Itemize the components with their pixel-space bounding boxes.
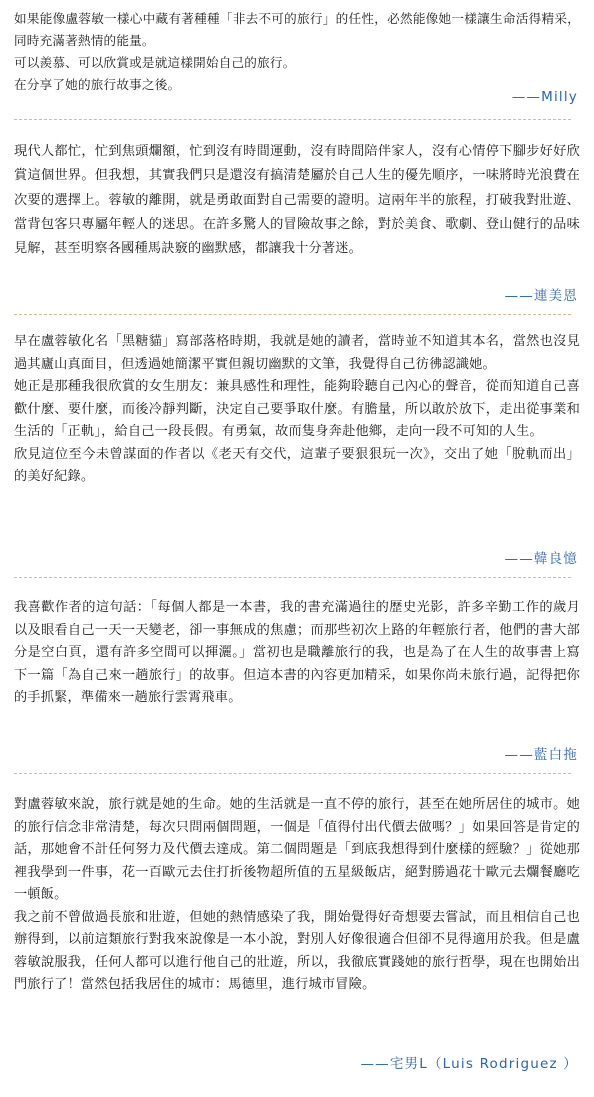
section-divider (14, 773, 571, 774)
paragraph: 欣見這位至今未曾謀面的作者以《老天有交代，這輩子要狠狠玩一次》，交出了她「脫軌而出」的美好紀錄。 (14, 446, 580, 484)
signature-lian-meien: ——連美恩 (504, 288, 578, 304)
signature-han-liangyi: ——韓良憶 (504, 551, 578, 567)
paragraph: 她正是那種我很欣賞的女生朋友：兼具感性和理性，能夠聆聽自己內心的聲音，從而知道自己喜歡什麼、要什麼，而後冷靜判斷，決定自己要爭取什麼。有膽量，所以敢於放下，走出從事業和生活的「正軌」，給自己一段長假。有勇氣，故而隻身奔赴他鄉，走向一段不可知的人生。 (14, 379, 580, 439)
endorsement-lian-meien (0, 140, 594, 261)
signature-milly: ——Milly (511, 89, 578, 105)
signature-lanbaituo: ——藍白拖 (504, 747, 578, 763)
paragraph: 可以羨慕、可以欣賞或是就這樣開始自己的旅行。 (14, 54, 296, 70)
paragraph: 現代人都忙，忙到焦頭爛額，忙到沒有時間運動，沒有時間陪伴家人，沒有心情停下腳步好好欣賞這個世界。但我想，其實我們只是還沒有搞清楚屬於自己人生的優先順序，一味將時光浪費在次要的選擇上。蓉敏的離開，就是勇敢面對自己需要的證明。這兩年半的旅程，打破我對壯遊、當背包客只專屬年輕人的迷思。在許多驚人的冒險故事之餘，對於美食、歌劇、登山健行的品味見解，甚至明察各國種馬訣竅的幽默感，都讓我十分著迷。 (14, 144, 580, 257)
paragraph: 如果能像盧蓉敏一樣心中藏有著種種「非去不可的旅行」的任性，必然能像她一樣讓生命活得精采，同時充滿著熱情的能量。 (14, 11, 580, 48)
paragraph: 我喜歡作者的這句話：「每個人都是一本書，我的書充滿過往的歷史光影，許多辛勤工作的歲月以及眼看自己一天一天變老，卻一事無成的焦慮；而那些初次上路的年輕旅行者，他們的書大部分是空白頁，還有許多空間可以揮灑。」當初也是職離旅行的我，也是為了在人生的故事書上寫下一篇「為自己來一趟旅行」的故事。但這本書的內容更加精采，如果你尚未旅行過，記得把你的手抓緊，準備來一趟旅行雲霄飛車。 (14, 600, 580, 705)
section-divider (14, 577, 571, 578)
section-divider (14, 314, 571, 315)
endorsement-luis-rodriguez (0, 794, 594, 997)
paragraph: 我之前不曾做過長旅和壯遊，但她的熱情感染了我，開始覺得好奇想要去嘗試，而且相信自己也辦得到，以前這類旅行對我來說像是一本小說，對別人好像很適合但卻不見得適用於我。但是盧蓉敏說服我，任何人都可以進行他自己的壯遊，所以，我徹底實踐她的旅行哲學，現在也開始出門旅行了！當然包括我居住的城市：馬德里，進行城市冒險。 (14, 909, 580, 992)
endorsement-lanbaituo (0, 597, 594, 710)
signature-luis-rodriguez: ——宅男L（Luis Rodriguez ） (360, 1056, 578, 1072)
endorsement-han-liangyi (0, 331, 594, 489)
paragraph: 在分享了她的旅行故事之後。 (14, 76, 181, 92)
paragraph: 早在盧蓉敏化名「黑糖貓」寫部落格時期，我就是她的讀者，當時並不知道其本名，當然也沒見過其廬山真面目，但透過她簡潔平實但親切幽默的文筆，我覺得自己彷彿認識她。 (14, 334, 580, 372)
endorsement-milly (0, 8, 594, 96)
section-divider (14, 119, 571, 120)
paragraph: 對盧蓉敏來說，旅行就是她的生命。她的生活就是一直不停的旅行，甚至在她所居住的城市。她的旅行信念非常清楚，每次只問兩個問題，一個是「值得付出代價去做嗎？」如果回答是肯定的話，那她會不計任何努力及代價去達成。第二個問題是「到底我想得到什麼樣的經驗？」從她那裡我學到一件事，花一百歐元去住打折後物超所值的五星級飯店，絕對勝過花十歐元去爛餐廳吃一頓飯。 (14, 797, 580, 902)
